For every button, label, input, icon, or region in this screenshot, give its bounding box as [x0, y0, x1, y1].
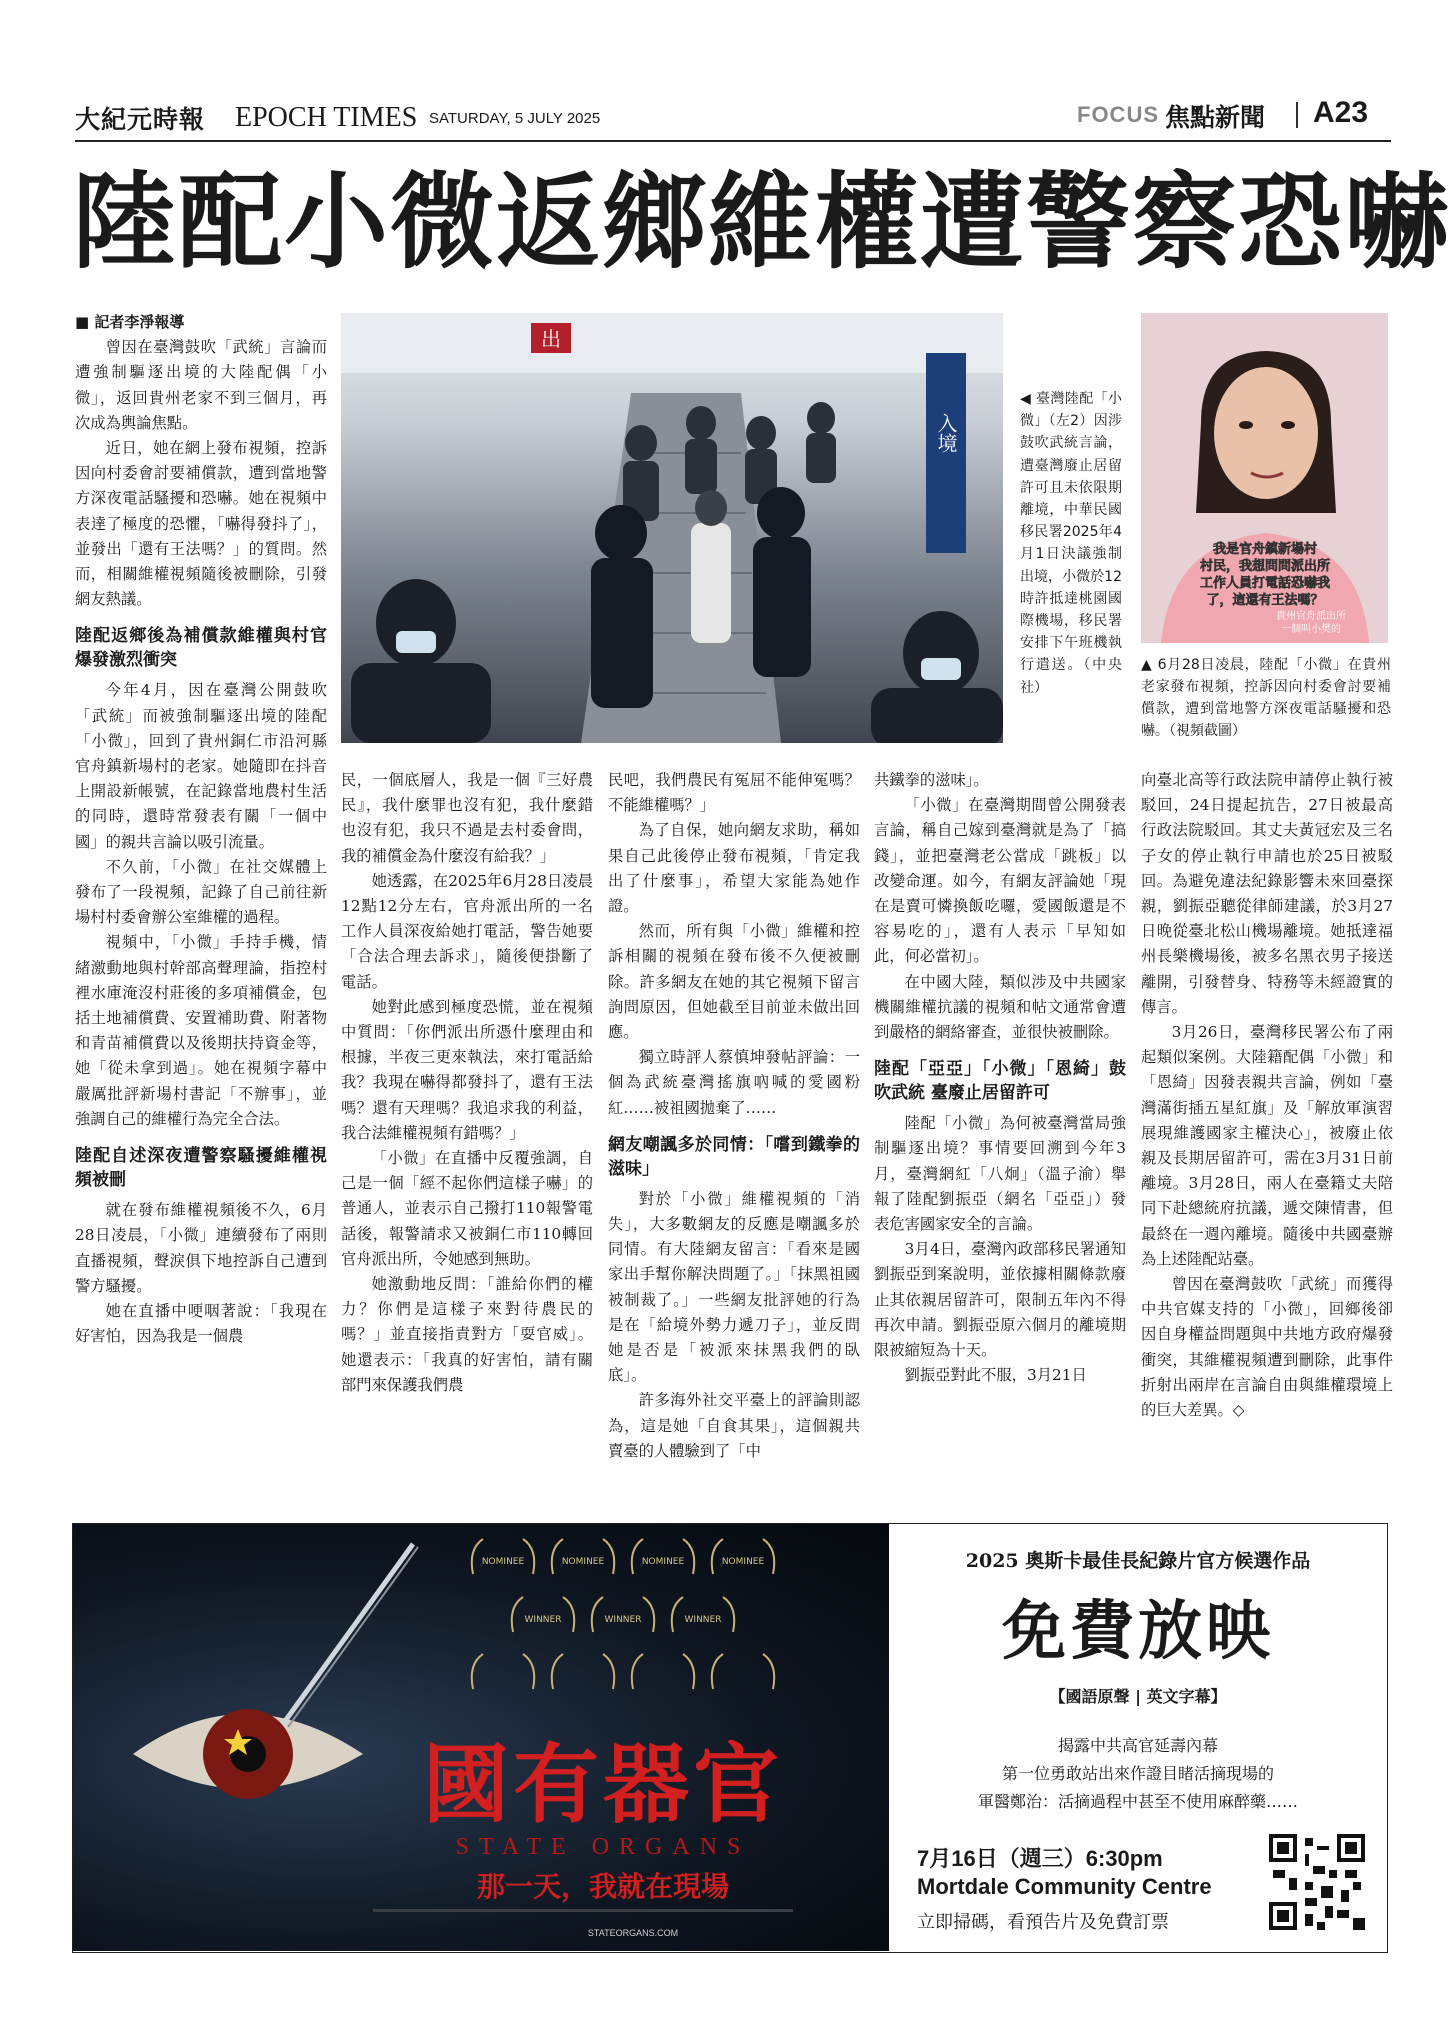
- ad-description: [889, 1732, 1387, 1816]
- paragraph: 視頻中，「小微」手持手機，情緒激動地與村幹部高聲理論，指控村裡水庫淹沒村莊後的多項補償金，包括土地補償費、安置補助費、附著物和青苗補償費以及後期扶持資金等，她「從未拿到過」。她在視頻字幕中嚴厲批評新場村書記「不辦事」，並強調自己的維權行為完全合法。: [75, 933, 327, 1128]
- paragraph: 3月26日，臺灣移民署公布了兩起類似案例。大陸籍配偶「小微」和「恩綺」因發表親共言論，例如「臺灣滿街插五星紅旗」及「解放軍演習展現維護國家主權決心」，被廢止依親及長期居留許可，需在3月31日前離境。3月28日，兩人在臺籍丈夫陪同下赴總統府抗議，遞交陳情書，但最終在一週內離境。隨後中共國臺辦為上述陸配站臺。: [1141, 1023, 1393, 1268]
- paragraph: 近日，她在網上發布視頻，控訴因向村委會討要補償款，遭到當地警方深夜電話騷擾和恐嚇。她在視頻中表達了極度的恐懼，「嚇得發抖了」，並發出「還有王法嗎？」的質問。然而，相關維權視頻隨後被刪除，引發網友熱議。: [75, 439, 327, 609]
- article-column-2: [341, 768, 593, 1398]
- laurel-text: WINNER: [524, 1615, 562, 1625]
- poster-title-zh: 國有器官: [423, 1734, 783, 1835]
- paragraph: 民吧，我們農民有冤屈不能伸冤嗎？不能維權嗎？」: [608, 771, 860, 815]
- page-number: A23: [1313, 96, 1369, 129]
- ad-language: 【國語原聲 | 英文字幕】: [1049, 1687, 1227, 1706]
- photo-video-screenshot: [1141, 313, 1388, 643]
- ad-poster[interactable]: [73, 1524, 889, 1951]
- paragraph: 不久前，「小微」在社交媒體上發布了一段視頻，記錄了自己前往新場村村委會辦公室維權的過程。: [75, 857, 327, 927]
- paragraph: 然而，所有與「小微」維權和控訴相關的視頻在發布後不久便被刪除。許多網友在她的其它視頻下留言詢問原因，但她截至目前並未做出回應。: [608, 922, 860, 1042]
- paragraph: 許多海外社交平臺上的評論則認為，這是她「自食其果」，這個親共賣臺的人體驗到了「中: [608, 1391, 860, 1460]
- video-frame: [1141, 313, 1388, 643]
- ad-screening-info: [889, 1524, 1387, 1951]
- poster-site: STATEORGANS.COM: [587, 1928, 679, 1938]
- paragraph: 共鐵拳的滋味」。: [874, 771, 989, 789]
- paragraph: 曾因在臺灣鼓吹「武統」言論而遭強制驅逐出境的大陸配偶「小微」，返回貴州老家不到三個月，再次成為輿論焦點。: [75, 338, 327, 432]
- ad-desc-line: 第一位勇敢站出來作證目睹活摘現場的: [1001, 1764, 1274, 1783]
- laurel-text: NOMINEE: [721, 1557, 765, 1567]
- paragraph: 曾因在臺灣鼓吹「武統」而獲得中共官媒支持的「小微」，回鄉後卻因自身權益問題與中共地方政府爆發衝突，其維權視頻遭到刪除，此事件折射出兩岸在言論自由與維權環境上的巨大差異。◇: [1141, 1275, 1393, 1420]
- ad-desc-line: 軍醫鄭治：活摘過程中甚至不使用麻醉藥……: [977, 1792, 1298, 1811]
- paragraph: 對於「小微」維權視頻的「消失」，大多數網友的反應是嘲諷多於同情。有大陸網友留言：「看來是國家出手幫你解決問題了。」「抹黑祖國被制裁了。」一些網友批評她的行為是在「給境外勢力遞刀子」，並反問她是否是「被派來抹黑我們的臥底」。: [608, 1189, 860, 1385]
- poster-title-en: STATE ORGANS: [455, 1834, 751, 1860]
- ad-venue: Mortdale Community Centre: [917, 1874, 1212, 1899]
- paragraph: 陸配「小微」為何被臺灣當局強制驅逐出境？事情要回溯到今年3月，臺灣網紅「八炯」（溫子渝）舉報了陸配劉振亞（網名「亞亞」）發表危害國家安全的言論。: [874, 1114, 1126, 1234]
- masthead-divider: [1296, 102, 1298, 128]
- article-column-1: [75, 310, 327, 1349]
- issue-date: SATURDAY, 5 JULY 2025: [429, 110, 601, 127]
- caption-photo-video: ▲ 6月28日凌晨，陸配「小微」在貴州老家發布視頻，控訴因向村委會討要補償款，遭到當地警方深夜電話騷擾和恐嚇。（視頻截圖）: [1141, 657, 1391, 739]
- subtitle-line: 了，這還有王法嗎？: [1206, 593, 1324, 608]
- paragraph: 她對此感到極度恐慌，並在視頻中質問：「你們派出所憑什麼理由和根據，半夜三更來執法，來打電話給我？我現在嚇得都發抖了，還有王法嗎？還有天理嗎？我追求我的利益，我合法維權視頻有錯嗎？」: [341, 997, 593, 1142]
- poster-art: [73, 1524, 889, 1951]
- sign-exit: 出: [541, 327, 561, 351]
- subheading: 陸配返鄉後為補償款維權與村官爆發激烈衝突: [75, 626, 327, 671]
- subheading: 陸配「亞亞」「小微」「恩綺」鼓吹武統 臺廢止居留許可: [874, 1059, 1126, 1104]
- paragraph: 她在直播中哽咽著說：「我現在好害怕，因為我是一個農: [75, 1301, 327, 1346]
- photo-airport-illustration: [341, 313, 1003, 743]
- paragraph: 「小微」在臺灣期間曾公開發表言論，稱自己嫁到臺灣就是為了「搞錢」，並把臺灣老公當成「跳板」以改變命運。如今，有網友評論她「現在是賣可憐換飯吃囉，愛國飯還是不容易吃的」，還有人表示「早知如此，何必當初」。: [874, 796, 1126, 966]
- subtitle-line: 工作人員打電話恐嚇我: [1199, 576, 1331, 591]
- headline: 陸配小微返鄉維權遭警察恐嚇: [72, 160, 1451, 283]
- poster-tagline: 那一天，我就在現場: [476, 1870, 730, 1903]
- article-column-3: [608, 768, 860, 1464]
- section-name: 焦點新聞: [1165, 103, 1266, 132]
- paragraph: 就在發布維權視頻後不久，6月28日凌晨，「小微」連續發布了兩則直播視頻，聲淚俱下地控訴自己遭到警方騷擾。: [75, 1201, 327, 1295]
- caption-photo-airport: ◀ 臺灣陸配「小微」（左2）因涉鼓吹武統言論，遭臺灣廢止居留許可且未依限期離境，中華民國移民署2025年4月1日決議強制出境，小微於12時許抵達桃園國際機場，移民署安排下午班機執行遣送。（中央社）: [1020, 391, 1122, 696]
- photo-airport-escort: [341, 313, 1003, 743]
- paragraph: 在中國大陸，類似涉及中共國家機關維權抗議的視頻和帖文通常會遭到嚴格的網絡審查，並很快被刪除。: [874, 972, 1126, 1042]
- subheading: 陸配自述深夜遭警察騷擾維權視頻被刪: [75, 1146, 327, 1191]
- paragraph: 3月4日，臺灣內政部移民署通知劉振亞到案說明，並依據相關條款廢止其依親居留許可，限制五年內不得再次申請。劉振亞原六個月的離境期限被縮短為十天。: [874, 1240, 1126, 1360]
- ad-desc-line: 揭露中共高官延壽內幕: [1057, 1736, 1218, 1755]
- masthead: [75, 96, 1391, 142]
- sign-immigration: 入境: [934, 413, 958, 453]
- laurel-text: NOMINEE: [561, 1557, 605, 1567]
- paragraph: 劉振亞對此不服，3月21日: [904, 1366, 1087, 1385]
- paragraph: 民，一個底層人，我是一個『三好農民』，我什麼罪也沒有犯，我什麼錯也沒有犯，我只不過是去村委會問，我的補償金為什麼沒有給我？」: [341, 771, 593, 865]
- paragraph: 「小微」在直播中反覆強調，自己是一個「經不起你們這樣子嚇」的普通人，並表示自己撥打110報警電話後，報警請求又被銅仁市110轉回官舟派出所，令她感到無助。: [341, 1149, 593, 1268]
- masthead-logo: 大紀元時報: [75, 105, 206, 134]
- subheading: 網友嘲諷多於同情：「嚐到鐵拳的滋味」: [608, 1134, 860, 1179]
- ad-award-line: 2025 奧斯卡最佳長紀錄片官方候選作品: [965, 1550, 1311, 1572]
- paragraph: 獨立時評人蔡慎坤發帖評論：一個為武統臺灣搖旗吶喊的愛國粉紅……被祖國拋棄了……: [608, 1048, 860, 1117]
- qr-code-icon[interactable]: [1269, 1834, 1365, 1930]
- subtitle-small: 一個叫小樊的: [1281, 624, 1341, 635]
- paragraph: 她透露，在2025年6月28日凌晨12點12分左右，官舟派出所的一名工作人員深夜給她打電話，警告她要「合法合理去訴求」，隨後便掛斷了電話。: [341, 871, 593, 991]
- ad-free-screening: 免費放映: [1002, 1594, 1274, 1669]
- masthead-name: EPOCH TIMES: [235, 102, 418, 133]
- laurel-text: WINNER: [604, 1615, 642, 1625]
- paragraph: 她激動地反問：「誰給你們的權力？你們是這樣子來對待農民的嗎？」並直接指責對方「耍官威」。她還表示：「我真的好害怕，請有關部門來保護我們農: [341, 1275, 593, 1394]
- laurel-text: NOMINEE: [481, 1557, 525, 1567]
- ad-date-time: 7月16日（週三）6:30pm: [917, 1846, 1163, 1871]
- ad-cta: 立即掃碼，看預告片及免費訂票: [917, 1912, 1169, 1933]
- subtitle-line: 我是官舟鎮新場村: [1212, 542, 1318, 557]
- article-column-5: [1141, 768, 1393, 1423]
- byline: ■ 記者李淨報導: [75, 313, 185, 331]
- laurel-text: NOMINEE: [641, 1557, 685, 1567]
- article-column-4: [874, 768, 1126, 1388]
- laurel-text: WINNER: [684, 1615, 722, 1625]
- advertisement-state-organs[interactable]: [72, 1523, 1388, 1953]
- subtitle-small: 貴州官舟派出所: [1276, 611, 1346, 622]
- paragraph: 向臺北高等行政法院申請停止執行被駁回，24日提起抗告，27日被最高行政法院駁回。其丈夫黃冠宏及三名子女的停止執行申請也於25日被駁回。為避免違法紀錄影響未來回臺探親，劉振亞聽從律師建議，於3月27日晚從臺北松山機場離境。她抵達福州長樂機場後，被多名黑衣男子接送離開，引發替身、特務等未經證實的傳言。: [1141, 771, 1393, 1016]
- paragraph: 為了自保，她向網友求助，稱如果自己此後停止發布視頻，「肯定我出了什麼事」，希望大家能為她作證。: [608, 821, 860, 916]
- subtitle-line: 村民，我想問問派出所: [1199, 559, 1331, 574]
- section-focus: FOCUS: [1077, 102, 1159, 127]
- paragraph: 今年4月，因在臺灣公開鼓吹「武統」而被強制驅逐出境的陸配「小微」，回到了貴州銅仁市沿河縣官舟鎮新場村的老家。她隨即在抖音上開設新帳號，在記錄當地農村生活的同時，還時常發表有關「一個中國」的親共言論以吸引流量。: [75, 681, 327, 851]
